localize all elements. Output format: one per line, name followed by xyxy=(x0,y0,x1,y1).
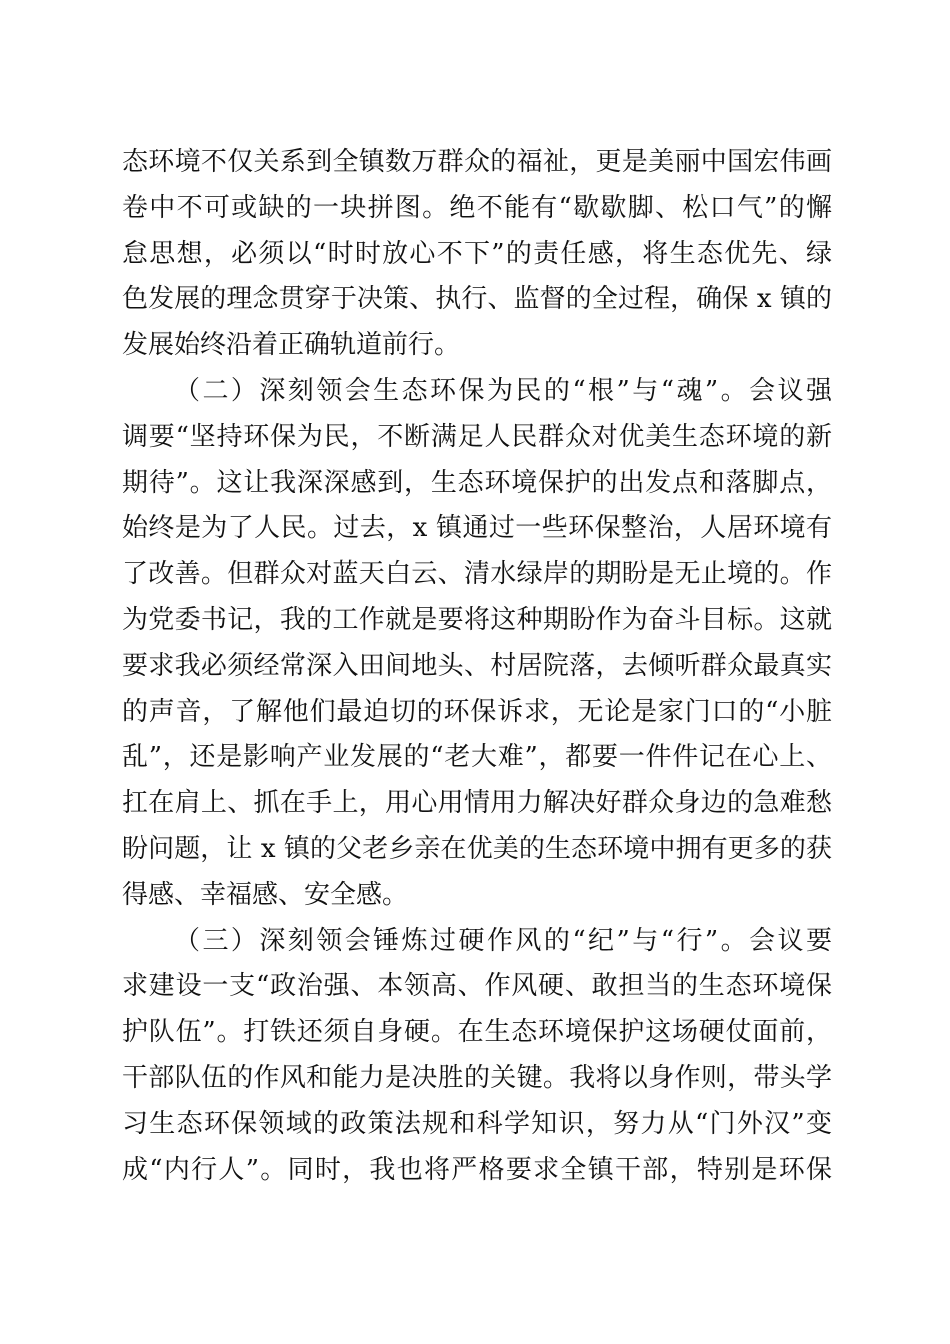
text-line: 乱”，还是影响产业发展的“老大难”，都要一件件记在心上、 xyxy=(122,742,832,773)
text-line: 干部队伍的作风和能力是决胜的关键。我将以身作则，带头学 xyxy=(122,1062,832,1093)
text-line: 调要“坚持环保为民，不断满足人民群众对优美生态环境的新 xyxy=(122,421,832,452)
section-heading-line: （三）深刻领会锤炼过硬作风的“纪”与“行”。会议要 xyxy=(174,925,832,956)
text-line: 扛在肩上、抓在手上，用心用情用力解决好群众身边的急难愁 xyxy=(122,788,832,819)
document-body xyxy=(122,140,832,1193)
text-line: 护队伍”。打铁还须自身硬。在生态环境保护这场硬仗面前， xyxy=(122,1017,832,1048)
text-line: 期待”。这让我深深感到，生态环境保护的出发点和落脚点， xyxy=(122,467,832,498)
paragraph-continuation xyxy=(122,140,832,369)
text-line: 卷中不可或缺的一块拼图。绝不能有“歇歇脚、松口气”的懈 xyxy=(122,192,832,223)
paragraph-section-two xyxy=(122,369,832,919)
text-line: 成“内行人”。同时，我也将严格要求全镇干部，特别是环保 xyxy=(122,1154,832,1185)
text-line: 要求我必须经常深入田间地头、村居院落，去倾听群众最真实 xyxy=(122,650,832,681)
text-line: 始终是为了人民。过去，x 镇通过一些环保整治，人居环境有 xyxy=(122,513,832,544)
text-line: 求建设一支“政治强、本领高、作风硬、敢担当的生态环境保 xyxy=(122,971,832,1002)
paragraph-section-three xyxy=(122,919,832,1194)
text-line: 怠思想，必须以“时时放心不下”的责任感，将生态优先、绿 xyxy=(122,238,832,269)
text-line: 态环境不仅关系到全镇数万群众的福祉，更是美丽中国宏伟画 xyxy=(122,147,832,177)
text-line: 发展始终沿着正确轨道前行。 xyxy=(122,330,461,361)
text-line: 了改善。但群众对蓝天白云、清水绿岸的期盼是无止境的。作 xyxy=(122,559,832,590)
text-line: 盼问题，让 x 镇的父老乡亲在优美的生态环境中拥有更多的获 xyxy=(122,833,832,864)
section-heading-line: （二）深刻领会生态环保为民的“根”与“魂”。会议强 xyxy=(174,375,832,406)
text-line: 的声音，了解他们最迫切的环保诉求，无论是家门口的“小脏 xyxy=(122,696,832,727)
text-line: 为党委书记，我的工作就是要将这种期盼作为奋斗目标。这就 xyxy=(122,604,832,635)
text-line: 习生态环保领域的政策法规和科学知识，努力从“门外汉”变 xyxy=(122,1108,832,1139)
text-line: 色发展的理念贯穿于决策、执行、监督的全过程，确保 x 镇的 xyxy=(122,284,832,315)
text-line: 得感、幸福感、安全感。 xyxy=(122,879,409,910)
